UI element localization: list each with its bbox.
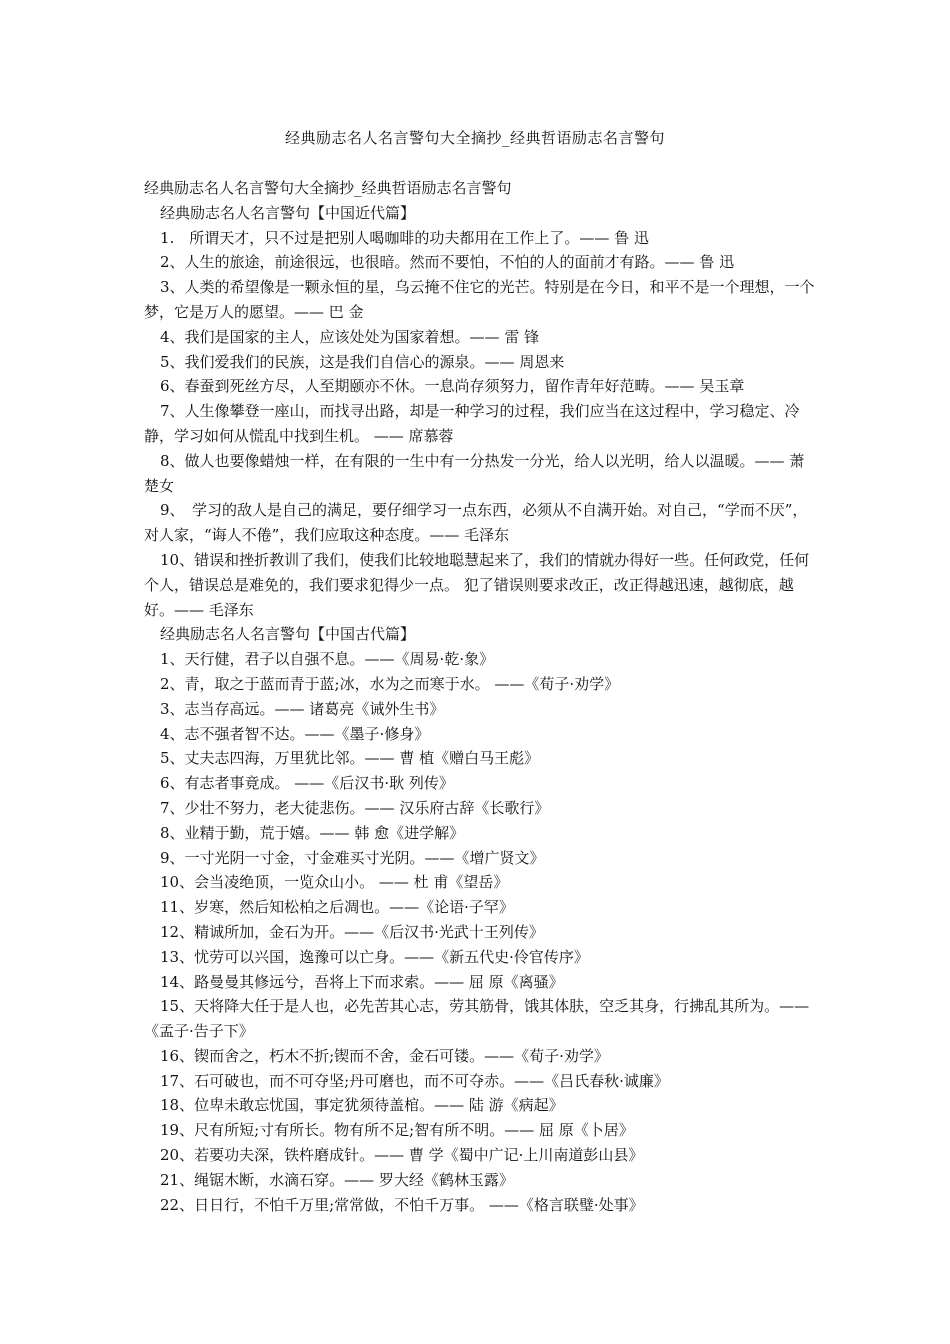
- quote-item: 6、春蚕到死丝方尽，人至期颐亦不休。一息尚存须努力，留作青年好范畴。—— 吴玉章: [160, 377, 745, 396]
- quote-item: 14、路曼曼其修远兮，吾将上下而求索。—— 屈 原《离骚》: [160, 972, 564, 991]
- quote-item: 12、精诚所加，金石为开。——《后汉书·光武十王列传》: [160, 922, 544, 941]
- document-subtitle: 经典励志名人名言警句大全摘抄_经典哲语励志名言警句: [144, 179, 512, 197]
- quote-item: 3、志当存高远。—— 诸葛亮《诫外生书》: [160, 699, 445, 718]
- quote-item: 1. 所谓天才，只不过是把别人喝咖啡的功夫都用在工作上了。—— 鲁 迅: [160, 228, 649, 247]
- document-body: [144, 176, 816, 1217]
- section-heading-ancient: 经典励志名人名言警句【中国古代篇】: [160, 625, 416, 644]
- quote-item: 9、 学习的敌人是自己的满足，要仔细学习一点东西，必须从不自满开始。对自己，“学而不厌”，对人家，“诲人不倦”，我们应取这种态度。—— 毛泽东: [144, 501, 808, 545]
- quote-item: 8、做人也要像蜡烛一样，在有限的一生中有一分热发一分光，给人以光明，给人以温暖。—— 萧楚女: [144, 451, 805, 495]
- quote-item: 9、一寸光阴一寸金，寸金难买寸光阴。——《增广贤文》: [160, 848, 545, 867]
- quote-item: 4、志不强者智不达。——《墨子·修身》: [160, 724, 430, 743]
- quote-item: 22、日日行，不怕千万里;常常做，不怕千万事。 ——《格言联璧·处事》: [160, 1195, 644, 1214]
- quote-item: 18、位卑未敢忘忧国，事定犹须待盖棺。—— 陆 游《病起》: [160, 1096, 564, 1115]
- quote-item: 2、青，取之于蓝而青于蓝;冰，水为之而寒于水。 ——《荀子·劝学》: [160, 674, 620, 693]
- quote-item: 7、少壮不努力，老大徒悲伤。—— 汉乐府古辞《长歌行》: [160, 798, 550, 817]
- quote-item: 10、会当凌绝顶，一览众山小。 —— 杜 甫《望岳》: [160, 873, 509, 892]
- quote-item: 3、人类的希望像是一颗永恒的星，乌云掩不住它的光芒。特别是在今日，和平不是一个理想，一个梦，它是万人的愿望。—— 巴 金: [144, 278, 815, 321]
- quote-item: 13、忧劳可以兴国，逸豫可以亡身。——《新五代史·伶官传序》: [160, 947, 589, 966]
- quote-item: 19、尺有所短;寸有所长。物有所不足;智有所不明。—— 屈 原《卜居》: [160, 1121, 634, 1140]
- quote-item: 16、锲而舍之，朽木不折;锲而不舍，金石可镂。——《荀子·劝学》: [160, 1046, 609, 1065]
- quote-item: 10、错误和挫折教训了我们，使我们比较地聪慧起来了，我们的情就办得好一些。任何政党，任何个人，错误总是难免的，我们要求犯得少一点。 犯了错误则要求改正，改正得越迅速，越彻底，越好。—— 毛泽东: [144, 550, 810, 619]
- quote-item: 15、天将降大任于是人也，必先苦其心志，劳其筋骨，饿其体肤，空乏其身，行拂乱其所为。——《孟子·告子下》: [144, 997, 810, 1041]
- quote-item: 8、业精于勤，荒于嬉。—— 韩 愈《进学解》: [160, 823, 465, 842]
- quote-item: 7、人生像攀登一座山，而找寻出路，却是一种学习的过程，我们应当在这过程中，学习稳定、冷静，学习如何从慌乱中找到生机。 —— 席慕蓉: [144, 402, 800, 445]
- section-heading-modern: 经典励志名人名言警句【中国近代篇】: [160, 203, 416, 222]
- quote-item: 6、有志者事竟成。 ——《后汉书·耿 列传》: [160, 774, 454, 793]
- quote-item: 11、岁寒，然后知松柏之后凋也。——《论语·子罕》: [160, 898, 514, 917]
- quote-item: 2、人生的旅途，前途很远，也很暗。然而不要怕，不怕的人的面前才有路。—— 鲁 迅: [160, 253, 735, 272]
- quote-item: 21、绳锯木断，水滴石穿。—— 罗大经《鹤林玉露》: [160, 1170, 514, 1189]
- quote-item: 20、若要功夫深，铁杵磨成针。—— 曹 学《蜀中广记·上川南道彭山县》: [160, 1146, 644, 1165]
- quote-item: 1、天行健，君子以自强不息。——《周易·乾·象》: [160, 650, 495, 669]
- quote-item: 5、我们爱我们的民族，这是我们自信心的源泉。—— 周恩来: [160, 352, 565, 371]
- quote-item: 17、石可破也，而不可夺坚;丹可磨也，而不可夺赤。——《吕氏春秋·诚廉》: [160, 1071, 669, 1090]
- quote-item: 4、我们是国家的主人，应该处处为国家着想。—— 雷 锋: [160, 327, 540, 346]
- document-title: 经典励志名人名言警句大全摘抄_经典哲语励志名言警句: [284, 129, 665, 147]
- quote-item: 5、丈夫志四海，万里犹比邻。—— 曹 植《赠白马王彪》: [160, 749, 540, 768]
